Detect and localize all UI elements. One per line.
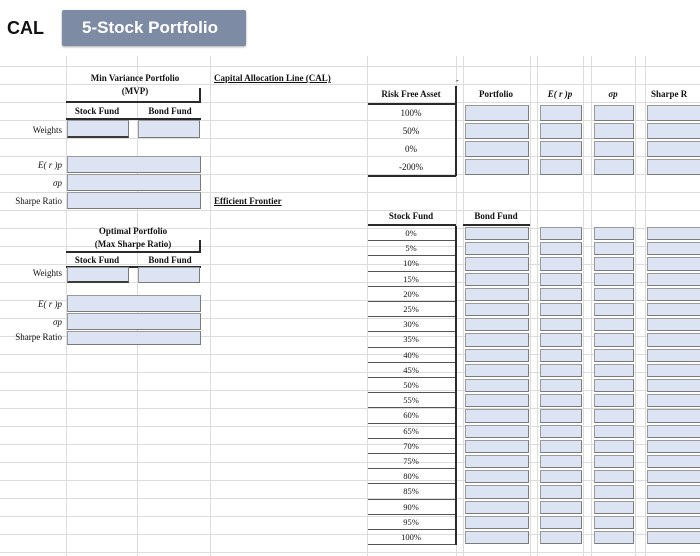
mvp-sigma-label: σp xyxy=(53,178,62,188)
frontier-row-20-sharpe-cell[interactable] xyxy=(647,531,700,544)
frontier-title: Efficient Frontier xyxy=(214,196,282,206)
cal-row-0-er-cell[interactable] xyxy=(540,105,582,121)
cal-rf-value: -200% xyxy=(399,162,423,172)
spreadsheet-grid[interactable]: Min Variance Portfolio (MVP) Stock Fund Bond Fund Weights E( r )p σp Sharpe Ratio Optimal Portfolio (Max Sharpe Ratio) Stock Fund Bond Fund Weights E( r )p σp Sharpe Ratio Capital Allocation Line (CAL) - Risk Free Asset Portfolio E( r )p σp Sharpe R 100% 50% 0% -200% Efficient Frontier Stock Fund Bond Fund 0% 5% 10% 15% 20% 25% 30% 35% 40% 45% 50% 55% 60% 65% 70% 75% 80% 85% 90% 95% 100% xyxy=(0,56,700,556)
frontier-stock-value: 15% xyxy=(403,273,419,284)
frontier-row-7-sharpe-cell[interactable] xyxy=(647,333,700,346)
frontier-row-16-portfolio-cell[interactable] xyxy=(465,470,529,483)
frontier-row-10-er-cell[interactable] xyxy=(540,379,582,392)
optimal-er-cell[interactable] xyxy=(67,295,201,312)
frontier-row-17-er-cell[interactable] xyxy=(540,485,582,498)
frontier-stock-value: 10% xyxy=(403,258,419,269)
cal-rf-value: 100% xyxy=(400,108,422,118)
frontier-row-8-sigma-cell[interactable] xyxy=(594,349,634,362)
frontier-row-19-portfolio-cell[interactable] xyxy=(465,516,529,529)
frontier-stock-value: 55% xyxy=(403,395,419,406)
frontier-row-15-sharpe-cell[interactable] xyxy=(647,455,700,468)
frontier-row-18-sigma-cell[interactable] xyxy=(594,501,634,514)
frontier-row-10-portfolio-cell[interactable] xyxy=(465,379,529,392)
frontier-row-6-sigma-cell[interactable] xyxy=(594,318,634,331)
frontier-row-7-portfolio-cell[interactable] xyxy=(465,333,529,346)
frontier-row-5-sharpe-cell[interactable] xyxy=(647,303,700,316)
frontier-row-1-sigma-cell[interactable] xyxy=(594,242,634,255)
frontier-row-0-sigma-cell[interactable] xyxy=(594,227,634,240)
cal-row-3-sharpe-cell[interactable] xyxy=(647,159,700,175)
mvp-subtitle: (MVP) xyxy=(121,86,149,96)
frontier-row-2-er-cell[interactable] xyxy=(540,257,582,270)
frontier-row-13-er-cell[interactable] xyxy=(540,425,582,438)
frontier-stock-value: 20% xyxy=(403,288,419,299)
optimal-stock-fund-header: Stock Fund xyxy=(74,255,120,265)
frontier-row-10-sigma-cell[interactable] xyxy=(594,379,634,392)
frontier-row-2-sharpe-cell[interactable] xyxy=(647,257,700,270)
cal-row-2-er-cell[interactable] xyxy=(540,141,582,157)
frontier-row-1-er-cell[interactable] xyxy=(540,242,582,255)
frontier-row-16-er-cell[interactable] xyxy=(540,470,582,483)
frontier-stock-value: 5% xyxy=(405,243,417,254)
frontier-row-4-sigma-cell[interactable] xyxy=(594,288,634,301)
cal-row-3-sigma-cell[interactable] xyxy=(594,159,634,175)
frontier-row-18-sharpe-cell[interactable] xyxy=(647,501,700,514)
frontier-stock-value: 0% xyxy=(405,228,417,238)
cal-sigma-header: σp xyxy=(608,89,618,99)
frontier-row-9-er-cell[interactable] xyxy=(540,364,582,377)
cal-row-2-sharpe-cell[interactable] xyxy=(647,141,700,157)
mvp-title: Min Variance Portfolio xyxy=(90,73,180,83)
mvp-bond-weight-cell[interactable] xyxy=(138,120,200,138)
optimal-er-label: E( r )p xyxy=(38,299,62,309)
frontier-row-6-portfolio-cell[interactable] xyxy=(465,318,529,331)
frontier-row-7-sigma-cell[interactable] xyxy=(594,333,634,346)
frontier-stock-value: 25% xyxy=(403,304,419,314)
frontier-row-15-er-cell[interactable] xyxy=(540,455,582,468)
frontier-stock-value: 40% xyxy=(403,349,419,360)
frontier-row-3-sigma-cell[interactable] xyxy=(594,273,634,286)
frontier-row-18-portfolio-cell[interactable] xyxy=(465,501,529,514)
frontier-row-11-sharpe-cell[interactable] xyxy=(647,394,700,407)
cal-row-3-er-cell[interactable] xyxy=(540,159,582,175)
frontier-row-19-er-cell[interactable] xyxy=(540,516,582,529)
cal-rf-header: Risk Free Asset xyxy=(381,89,441,99)
mvp-er-cell[interactable] xyxy=(67,156,201,173)
frontier-row-11-sigma-cell[interactable] xyxy=(594,394,634,407)
mvp-sharpe-cell[interactable] xyxy=(67,192,201,209)
frontier-row-17-portfolio-cell[interactable] xyxy=(465,485,529,498)
cal-row-1-sigma-cell[interactable] xyxy=(594,123,634,139)
frontier-bond-fund-header: Bond Fund xyxy=(474,211,518,221)
cal-row-2-sigma-cell[interactable] xyxy=(594,141,634,157)
frontier-row-4-er-cell[interactable] xyxy=(540,288,582,301)
optimal-subtitle: (Max Sharpe Ratio) xyxy=(94,239,172,249)
frontier-row-14-er-cell[interactable] xyxy=(540,440,582,453)
mvp-er-label: E( r )p xyxy=(38,160,62,170)
frontier-row-1-sharpe-cell[interactable] xyxy=(647,242,700,255)
frontier-row-16-sigma-cell[interactable] xyxy=(594,470,634,483)
frontier-row-12-portfolio-cell[interactable] xyxy=(465,409,529,422)
frontier-row-13-portfolio-cell[interactable] xyxy=(465,425,529,438)
frontier-row-8-er-cell[interactable] xyxy=(540,349,582,362)
mvp-bond-fund-header: Bond Fund xyxy=(148,106,192,116)
frontier-stock-value: 80% xyxy=(403,471,419,482)
frontier-row-11-portfolio-cell[interactable] xyxy=(465,394,529,407)
frontier-row-5-sigma-cell[interactable] xyxy=(594,303,634,316)
frontier-stock-value: 45% xyxy=(403,364,419,375)
cal-title: Capital Allocation Line (CAL) xyxy=(214,73,331,83)
cal-row-1-er-cell[interactable] xyxy=(540,123,582,139)
frontier-row-15-portfolio-cell[interactable] xyxy=(465,455,529,468)
frontier-row-13-sigma-cell[interactable] xyxy=(594,425,634,438)
frontier-row-15-sigma-cell[interactable] xyxy=(594,455,634,468)
frontier-row-5-portfolio-cell[interactable] xyxy=(465,303,529,316)
frontier-row-11-er-cell[interactable] xyxy=(540,394,582,407)
frontier-row-9-sharpe-cell[interactable] xyxy=(647,364,700,377)
frontier-row-9-portfolio-cell[interactable] xyxy=(465,364,529,377)
frontier-stock-value: 85% xyxy=(403,486,419,497)
frontier-row-19-sigma-cell[interactable] xyxy=(594,516,634,529)
cal-portfolio-header: Portfolio xyxy=(479,89,513,99)
optimal-sharpe-label: Sharpe Ratio xyxy=(15,332,62,342)
frontier-stock-value: 30% xyxy=(403,319,419,330)
frontier-row-4-sharpe-cell[interactable] xyxy=(647,288,700,301)
optimal-bond-weight-cell[interactable] xyxy=(138,267,200,283)
frontier-row-1-portfolio-cell[interactable] xyxy=(465,242,529,255)
frontier-row-12-sharpe-cell[interactable] xyxy=(647,409,700,422)
frontier-row-6-sharpe-cell[interactable] xyxy=(647,318,700,331)
frontier-row-10-sharpe-cell[interactable] xyxy=(647,379,700,392)
optimal-title: Optimal Portfolio xyxy=(98,226,168,236)
cal-row-3-portfolio-cell[interactable] xyxy=(465,159,529,175)
frontier-row-16-sharpe-cell[interactable] xyxy=(647,470,700,483)
sheet-tab-bar xyxy=(0,0,700,56)
tab-5-stock-portfolio[interactable]: 5-Stock Portfolio xyxy=(62,10,246,46)
frontier-row-19-sharpe-cell[interactable] xyxy=(647,516,700,529)
optimal-sharpe-cell[interactable] xyxy=(67,331,201,345)
frontier-row-14-sharpe-cell[interactable] xyxy=(647,440,700,453)
frontier-stock-value: 95% xyxy=(403,516,419,527)
frontier-row-0-sharpe-cell[interactable] xyxy=(647,227,700,240)
frontier-stock-fund-header: Stock Fund xyxy=(388,211,434,221)
frontier-row-3-sharpe-cell[interactable] xyxy=(647,273,700,286)
cal-rf-value: 50% xyxy=(402,126,420,136)
mvp-sigma-cell[interactable] xyxy=(67,174,201,191)
mvp-sharpe-label: Sharpe Ratio xyxy=(15,196,62,206)
frontier-row-20-er-cell[interactable] xyxy=(540,531,582,544)
frontier-row-2-portfolio-cell[interactable] xyxy=(465,257,529,270)
cal-row-1-portfolio-cell[interactable] xyxy=(465,123,529,139)
optimal-sigma-label: σp xyxy=(53,317,62,327)
frontier-stock-value: 90% xyxy=(403,501,419,512)
mvp-stock-weight-cell[interactable] xyxy=(67,120,129,138)
frontier-stock-value: 60% xyxy=(403,410,419,421)
frontier-row-3-portfolio-cell[interactable] xyxy=(465,273,529,286)
cal-sharpe-header: Sharpe R xyxy=(651,89,688,99)
frontier-row-12-er-cell[interactable] xyxy=(540,409,582,422)
frontier-row-20-sigma-cell[interactable] xyxy=(594,531,634,544)
frontier-row-17-sharpe-cell[interactable] xyxy=(647,485,700,498)
frontier-row-14-portfolio-cell[interactable] xyxy=(465,440,529,453)
frontier-stock-value: 75% xyxy=(403,456,419,466)
frontier-stock-value: 70% xyxy=(403,440,419,451)
frontier-row-0-er-cell[interactable] xyxy=(540,227,582,240)
cal-row-0-sigma-cell[interactable] xyxy=(594,105,634,121)
frontier-row-7-er-cell[interactable] xyxy=(540,333,582,346)
frontier-row-17-sigma-cell[interactable] xyxy=(594,485,634,498)
cal-row-0-sharpe-cell[interactable] xyxy=(647,105,700,121)
frontier-row-8-portfolio-cell[interactable] xyxy=(465,349,529,362)
frontier-stock-value: 35% xyxy=(403,334,419,345)
frontier-stock-value: 50% xyxy=(403,380,419,390)
optimal-stock-weight-cell[interactable] xyxy=(67,267,129,283)
frontier-stock-value: 65% xyxy=(403,425,419,436)
frontier-row-13-sharpe-cell[interactable] xyxy=(647,425,700,438)
frontier-row-8-sharpe-cell[interactable] xyxy=(647,349,700,362)
frontier-stock-value: 100% xyxy=(401,532,421,542)
frontier-row-9-sigma-cell[interactable] xyxy=(594,364,634,377)
optimal-weights-label: Weights xyxy=(32,268,62,278)
cal-row-0-portfolio-cell[interactable] xyxy=(465,105,529,121)
optimal-bond-fund-header: Bond Fund xyxy=(148,255,192,265)
cal-rf-value: 0% xyxy=(405,144,417,154)
cal-row-1-sharpe-cell[interactable] xyxy=(647,123,700,139)
frontier-row-20-portfolio-cell[interactable] xyxy=(465,531,529,544)
frontier-row-12-sigma-cell[interactable] xyxy=(594,409,634,422)
frontier-row-3-er-cell[interactable] xyxy=(540,273,582,286)
frontier-row-2-sigma-cell[interactable] xyxy=(594,257,634,270)
optimal-sigma-cell[interactable] xyxy=(67,313,201,330)
tab-cal[interactable]: CAL xyxy=(0,10,60,46)
frontier-row-4-portfolio-cell[interactable] xyxy=(465,288,529,301)
frontier-row-6-er-cell[interactable] xyxy=(540,318,582,331)
frontier-row-18-er-cell[interactable] xyxy=(540,501,582,514)
cal-row-2-portfolio-cell[interactable] xyxy=(465,141,529,157)
mvp-weights-label: Weights xyxy=(32,125,62,135)
frontier-row-5-er-cell[interactable] xyxy=(540,303,582,316)
frontier-row-0-portfolio-cell[interactable] xyxy=(465,227,529,240)
mvp-stock-fund-header: Stock Fund xyxy=(74,106,120,116)
frontier-row-14-sigma-cell[interactable] xyxy=(594,440,634,453)
cal-er-header: E( r )p xyxy=(547,89,573,99)
